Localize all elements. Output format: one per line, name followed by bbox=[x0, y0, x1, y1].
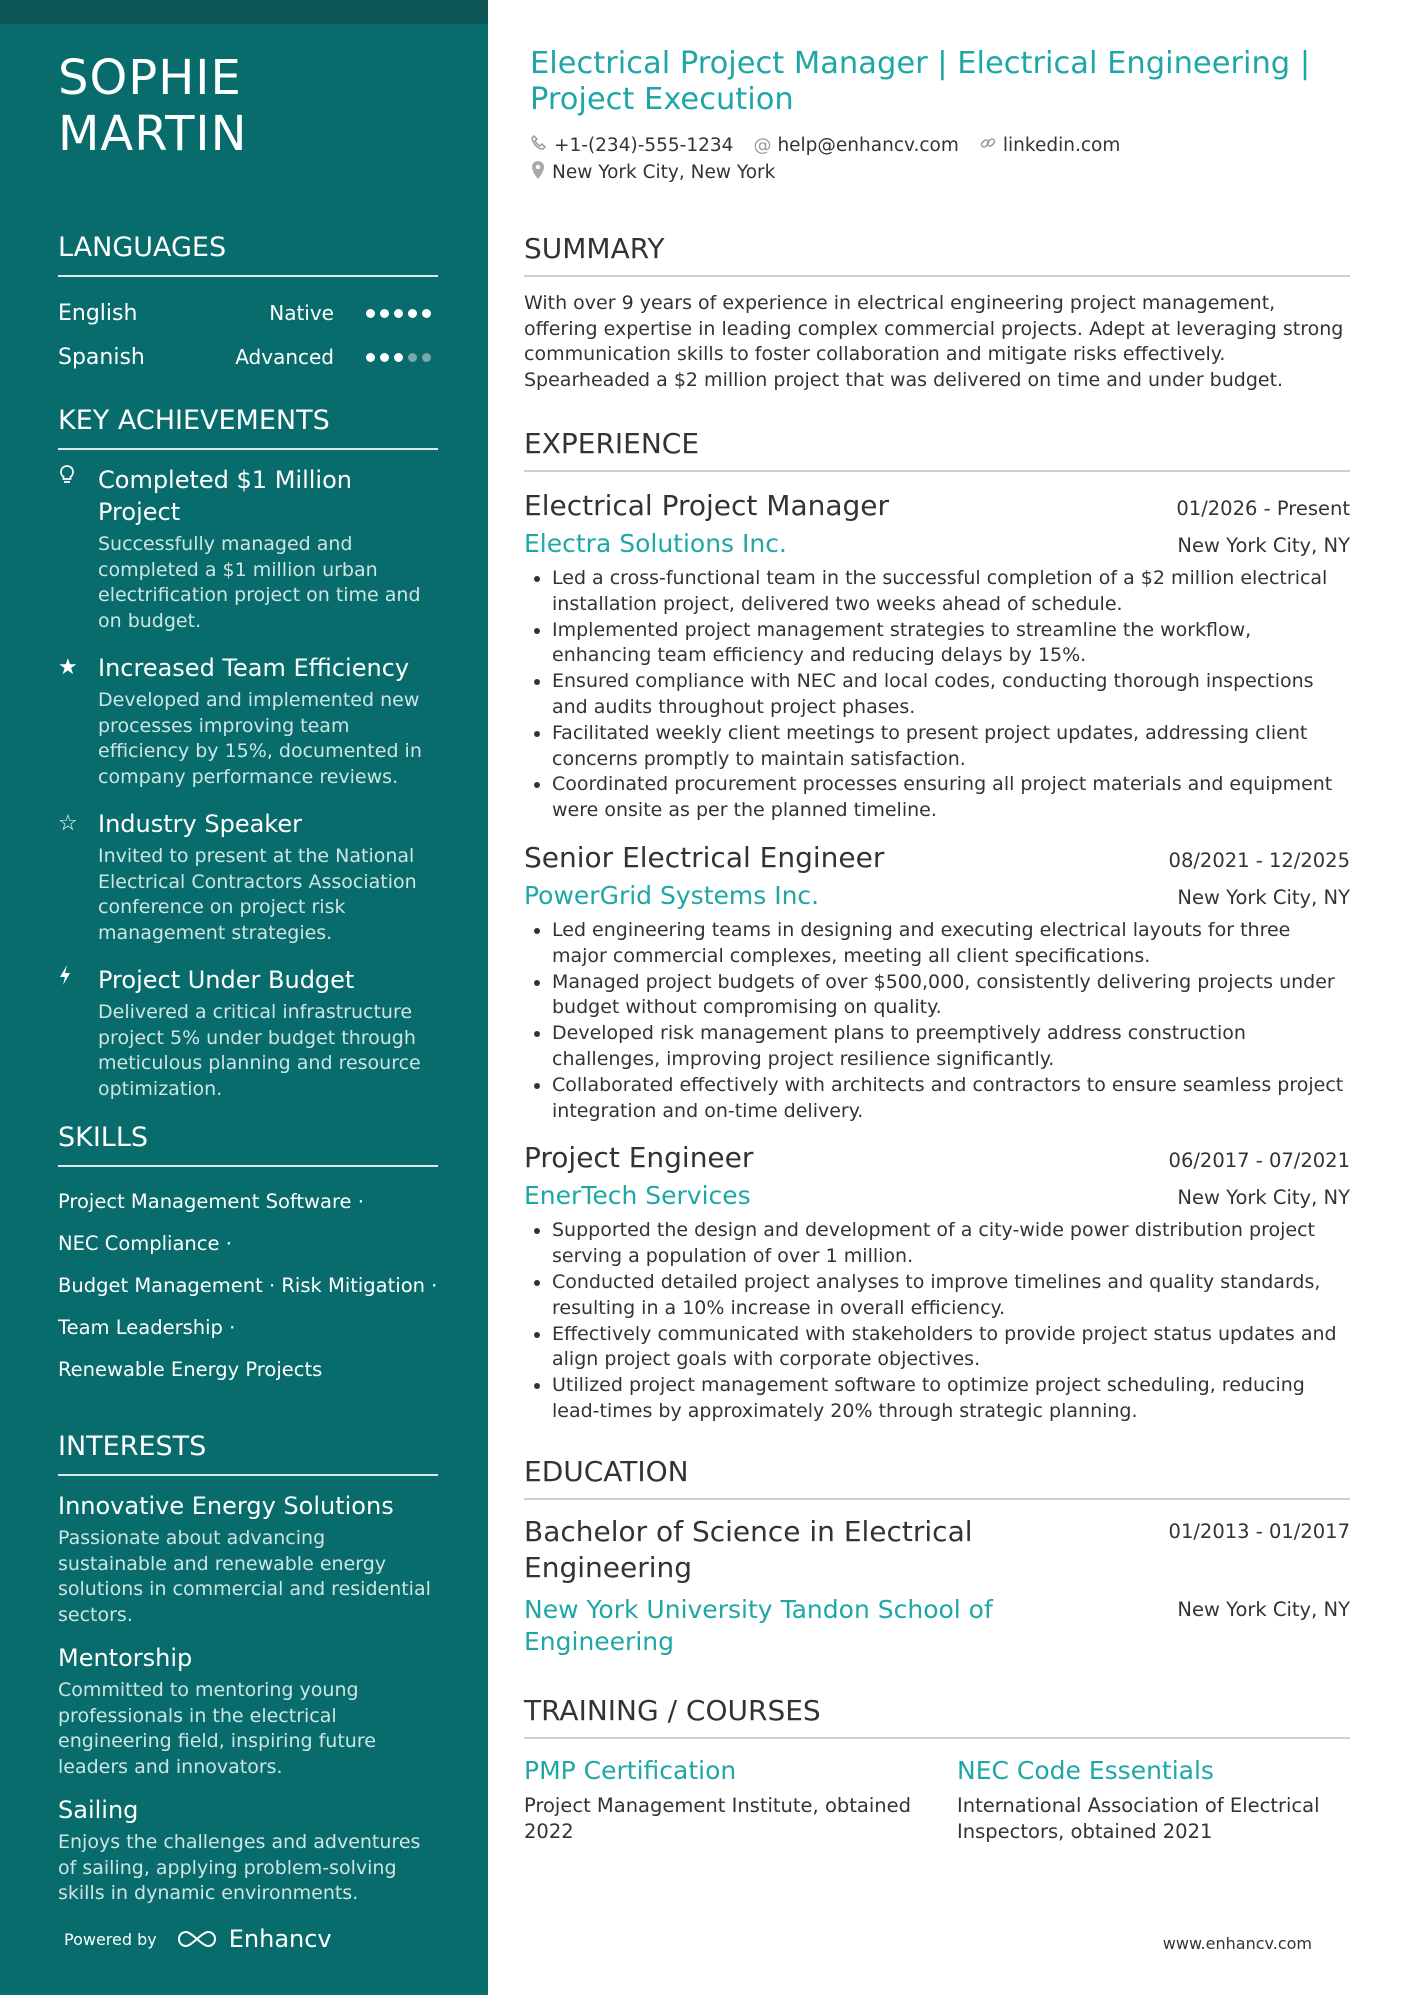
achievement-item bbox=[58, 652, 438, 790]
skill-item: NEC Compliance · bbox=[58, 1232, 232, 1255]
interest-item bbox=[58, 1642, 438, 1780]
phone-number: +1-(234)-555-1234 bbox=[554, 135, 734, 156]
summary-heading: SUMMARY bbox=[524, 232, 1350, 277]
bullet-item: • Supported the design and development of a city-wide power distribution project serving a population of over 1 million. bbox=[552, 1218, 1350, 1270]
brand-name: Enhancv bbox=[228, 1925, 332, 1953]
achievement-description: Developed and implemented new processes improving team efficiency by 15%, documented in company performance reviews. bbox=[98, 689, 422, 788]
skills-heading: SKILLS bbox=[58, 1122, 438, 1167]
skill-item: Project Management Software · bbox=[58, 1190, 364, 1213]
languages-heading: LANGUAGES bbox=[58, 232, 438, 277]
languages-list bbox=[58, 291, 438, 379]
job-header bbox=[524, 838, 1350, 878]
interests-heading: INTERESTS bbox=[58, 1431, 438, 1476]
contact-row bbox=[530, 159, 1350, 186]
company-name: EnerTech Services bbox=[524, 1181, 751, 1211]
education-heading: EDUCATION bbox=[524, 1455, 1350, 1500]
job-subheader bbox=[524, 526, 1350, 562]
bullet-item: • Effectively communicated with stakeholders to provide project status updates and align project goals with corporate objectives. bbox=[552, 1322, 1350, 1374]
dot-filled bbox=[366, 309, 375, 318]
job-dates: 01/2026 - Present bbox=[1176, 497, 1350, 520]
summary-text: With over 9 years of experience in electrical engineering project management, offering expertise in leading complex commercial projects. Adept at leveraging strong communication skills to foster collaboration and mitigate risks effectively. Spearheaded a $2 million project that was delivered on time and under budget. bbox=[524, 292, 1344, 391]
contact-linkedin[interactable] bbox=[979, 134, 1120, 157]
language-name: Spanish bbox=[58, 344, 145, 370]
location-pin-icon bbox=[530, 160, 546, 185]
job-title: Senior Electrical Engineer bbox=[524, 840, 885, 874]
interest-title: Mentorship bbox=[58, 1644, 193, 1672]
name-first: SOPHIE bbox=[58, 50, 242, 106]
achievements-heading: KEY ACHIEVEMENTS bbox=[58, 405, 438, 450]
education-location: New York City, NY bbox=[1177, 1597, 1350, 1621]
job-bullets bbox=[524, 566, 1350, 824]
education-item bbox=[524, 1514, 1350, 1658]
job-bullets bbox=[524, 1218, 1350, 1424]
job-header bbox=[524, 486, 1350, 526]
bullet-item: • Managed project budgets of over $500,000, consistently delivering projects under budget without compromising on quality. bbox=[552, 970, 1350, 1022]
job-header bbox=[524, 1138, 1350, 1178]
job-dates: 08/2021 - 12/2025 bbox=[1168, 848, 1350, 872]
job-location: New York City, NY bbox=[1177, 885, 1350, 909]
language-proficiency-dots bbox=[366, 353, 438, 362]
interest-description: Passionate about advancing sustainable and renewable energy solutions in commercial and residential sectors. bbox=[58, 1527, 431, 1626]
achievement-item bbox=[58, 464, 438, 634]
skill-item: Budget Management · Risk Mitigation · bbox=[58, 1274, 438, 1297]
job-bullets bbox=[524, 918, 1350, 1124]
language-level: Advanced bbox=[235, 345, 334, 369]
bullet-item: • Facilitated weekly client meetings to present project updates, addressing client concerns promptly to maintain satisfaction. bbox=[552, 721, 1350, 773]
interests-list bbox=[58, 1490, 438, 1907]
email-address: help@enhancv.com bbox=[777, 135, 959, 156]
bullet-item: • Led a cross-functional team in the successful completion of a $2 million electrical installation project, delivered two weeks ahead of schedule. bbox=[552, 566, 1350, 618]
contact-row bbox=[530, 132, 1350, 159]
job-location: New York City, NY bbox=[1177, 534, 1350, 557]
skill-item: Renewable Energy Projects bbox=[58, 1358, 323, 1381]
course-description: Project Management Institute, obtained 2022 bbox=[524, 1793, 912, 1843]
dot-filled bbox=[408, 309, 417, 318]
skills-list bbox=[58, 1181, 438, 1391]
infinity-icon bbox=[175, 1928, 219, 1950]
linkedin-url: linkedin.com bbox=[1002, 135, 1121, 156]
training-heading: TRAINING / COURSES bbox=[524, 1694, 1350, 1739]
experience-heading: EXPERIENCE bbox=[524, 427, 1350, 472]
main-content bbox=[488, 0, 1410, 1995]
headline: Electrical Project Manager | Electrical Engineering | Project Execution bbox=[530, 46, 1311, 117]
language-name: English bbox=[58, 300, 138, 326]
job-subheader bbox=[524, 878, 1350, 914]
candidate-name bbox=[58, 50, 438, 162]
footer-url[interactable]: www.enhancv.com bbox=[1162, 1934, 1312, 1953]
course-item bbox=[957, 1753, 1350, 1845]
school-name: New York University Tandon School of Engineering bbox=[524, 1594, 993, 1656]
job-title: Electrical Project Manager bbox=[524, 489, 890, 522]
interest-description: Committed to mentoring young professionals in the electrical engineering field, inspiring future leaders and innovators. bbox=[58, 1679, 376, 1778]
skill-item: Team Leadership · bbox=[58, 1316, 236, 1339]
contact-phone[interactable] bbox=[530, 134, 733, 157]
language-proficiency-dots bbox=[366, 309, 438, 318]
achievements-list bbox=[58, 464, 438, 1102]
experience-item bbox=[524, 486, 1350, 824]
dot-filled bbox=[366, 353, 375, 362]
experience-item bbox=[524, 838, 1350, 1124]
lightning-icon bbox=[58, 964, 98, 1102]
lightbulb-icon bbox=[58, 464, 98, 634]
course-title: PMP Certification bbox=[524, 1755, 737, 1785]
bullet-item: • Conducted detailed project analyses to improve timelines and quality standards, resulting in a 10% increase in overall efficiency. bbox=[552, 1270, 1350, 1322]
enhancv-logo bbox=[175, 1925, 332, 1953]
bullet-item: • Coordinated procurement processes ensuring all project materials and equipment were onsite as per the planned timeline. bbox=[552, 772, 1350, 824]
interest-item bbox=[58, 1794, 438, 1907]
training-list bbox=[524, 1753, 1350, 1845]
achievement-item bbox=[58, 964, 438, 1102]
dot-filled bbox=[422, 309, 431, 318]
sidebar-top-bar bbox=[0, 0, 488, 24]
sidebar bbox=[0, 0, 488, 1995]
interest-description: Enjoys the challenges and adventures of sailing, applying problem-solving skills in dynamic environments. bbox=[58, 1831, 421, 1904]
dot-empty bbox=[408, 353, 417, 362]
bullet-item: • Collaborated effectively with architects and contractors to ensure seamless project integration and on-time delivery. bbox=[552, 1073, 1350, 1125]
interest-item bbox=[58, 1490, 438, 1628]
language-item bbox=[58, 291, 438, 335]
interest-title: Innovative Energy Solutions bbox=[58, 1492, 394, 1520]
bullet-item: • Utilized project management software to optimize project scheduling, reducing lead-times by approximately 20% through strategic planning. bbox=[552, 1373, 1350, 1425]
achievement-title: Completed $1 Million Project bbox=[98, 466, 352, 526]
job-subheader bbox=[524, 1178, 1350, 1214]
experience-item bbox=[524, 1138, 1350, 1424]
bullet-item: • Led engineering teams in designing and executing electrical layouts for three major commercial complexes, meeting all client specifications. bbox=[552, 918, 1350, 970]
interest-title: Sailing bbox=[58, 1796, 139, 1824]
achievement-description: Delivered a critical infrastructure project 5% under budget through meticulous planning and resource optimization. bbox=[98, 1001, 421, 1100]
education-dates: 01/2013 - 01/2017 bbox=[1168, 1519, 1350, 1543]
company-name: PowerGrid Systems Inc. bbox=[524, 880, 820, 910]
powered-by bbox=[64, 1925, 332, 1953]
achievement-title: Industry Speaker bbox=[98, 810, 302, 838]
location-text: New York City, New York bbox=[552, 162, 776, 183]
star-filled-icon: ★ bbox=[58, 654, 78, 679]
education-header bbox=[524, 1514, 1350, 1586]
job-title: Project Engineer bbox=[524, 1141, 754, 1175]
job-location: New York City, NY bbox=[1177, 1186, 1350, 1210]
achievement-title: Increased Team Efficiency bbox=[98, 654, 410, 682]
link-icon bbox=[979, 134, 997, 157]
language-level: Native bbox=[269, 301, 334, 325]
job-dates: 06/2017 - 07/2021 bbox=[1168, 1149, 1350, 1173]
education-subheader bbox=[524, 1586, 1350, 1658]
phone-icon bbox=[530, 134, 548, 157]
bullet-item: • Developed risk management plans to preemptively address construction challenges, improving project resilience significantly. bbox=[552, 1021, 1350, 1073]
achievement-title: Project Under Budget bbox=[98, 966, 355, 994]
dot-filled bbox=[394, 309, 403, 318]
powered-by-label: Powered by bbox=[64, 1929, 157, 1949]
name-last: MARTIN bbox=[58, 106, 248, 162]
dot-empty bbox=[422, 353, 431, 362]
language-item bbox=[58, 335, 438, 379]
dot-filled bbox=[394, 353, 403, 362]
achievement-description: Invited to present at the National Electrical Contractors Association conference on project risk management strategies. bbox=[98, 845, 417, 944]
contact-email[interactable] bbox=[753, 135, 958, 156]
contact-info bbox=[530, 132, 1350, 186]
degree-name: Bachelor of Science in Electrical Engineering bbox=[524, 1514, 973, 1584]
dot-filled bbox=[380, 353, 389, 362]
company-name: Electra Solutions Inc. bbox=[524, 529, 787, 558]
course-item bbox=[524, 1753, 917, 1845]
bullet-item: • Ensured compliance with NEC and local codes, conducting thorough inspections and audits throughout project phases. bbox=[552, 669, 1350, 721]
star-outline-icon: ☆ bbox=[58, 810, 78, 835]
bullet-item: • Implemented project management strategies to streamline the workflow, enhancing team efficiency and reducing delays by 15%. bbox=[552, 618, 1350, 670]
course-title: NEC Code Essentials bbox=[957, 1755, 1214, 1785]
achievement-description: Successfully managed and completed a $1 million urban electrification project on time and on budget. bbox=[98, 533, 421, 632]
dot-filled bbox=[380, 309, 389, 318]
achievement-item bbox=[58, 808, 438, 946]
contact-location bbox=[530, 160, 775, 185]
course-description: International Association of Electrical Inspectors, obtained 2021 bbox=[957, 1793, 1320, 1843]
at-icon: @ bbox=[753, 135, 772, 156]
